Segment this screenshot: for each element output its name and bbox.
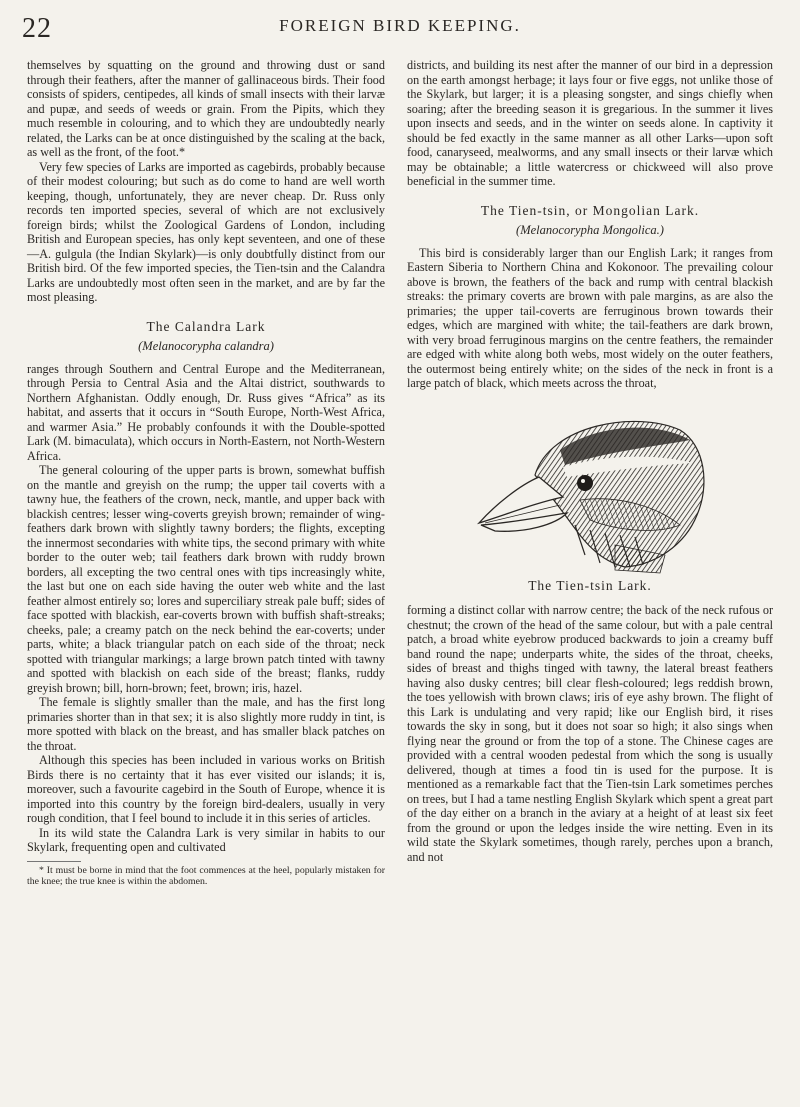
page-number: 22 <box>22 13 52 44</box>
running-title: FOREIGN BIRD KEEPING. <box>279 16 521 35</box>
paragraph: The general colouring of the upper parts is brown, somewhat buffish on the mantle and greyish on the rump; the upper tail coverts with a tawny hue, the feathers of the crown, neck, mantle, and upper back with blackish centres; lesser wing-coverts greyish brown; remainder of wing-feathers dark brown with slightly tawny borders; the flights, excepting the innermost secondaries with white tips, the second primary with white border to the outer web; tail feathers dark brown with ruddy brown borders, all excepting the two central ones with tips increasingly white, the last but one on each side having the outer web white and the last feather almost entirely so; lores and superciliary streak pale buff; sides of face spotted with blackish, ear-coverts brown with buffish shaft-streaks; cheeks, pale; a creamy patch on the neck behind the ear-coverts; under parts, white; a black triangular patch on each side of the throat; neck spotted with triangular markings; a large brown patch tinted with tawny and spotted with blackish on each side of the breast; flanks, ruddy greyish brown; bill, horn-brown; feet, brown; iris, hazel. <box>27 463 385 695</box>
paragraph: Very few species of Larks are imported as cagebirds, probably because of their modest colouring; but such as do come to hand are well worth keeping, though, unfortunately, they are never cheap. Dr. Russ only records ten imported species, several of which are not exclusively foreign birds; whilst the Zoological Gardens of London, including British and European species, has only kept seventeen, and one of these—A. gulgula (the Indian Skylark)—is only doubtfully distinct from our British bird. Of the few imported species, the Tien-tsin and the Calandra Larks are undoubtedly most often seen in the market, and are by far the most pleasing. <box>27 159 385 304</box>
lark-head-illustration <box>407 405 773 575</box>
paragraph: Although this species has been included in various works on British Birds there is no certainty that it has ever visited our islands; it is, moreover, such a favourite cagebird in the South of Europe, whence it is imported into this country by the foreign bird-dealers, usually in very rough condition, that I feel bound to include it in this series of articles. <box>27 753 385 825</box>
paragraph: The female is slightly smaller than the male, and has the first long primaries shorter than in that sex; it is also slightly more ruddy in tint, is more spotted with black on the breast, and has smaller black patches on the throat. <box>27 695 385 753</box>
lark-head-engraving <box>465 405 715 575</box>
right-column <box>407 58 773 864</box>
paragraph: themselves by squatting on the ground and throwing dust or sand through their feathers, after the manner of gallinaceous birds. Their food consists of spiders, centipedes, all kinds of small insects with their larvæ and pupæ, and seeds of weeds or grain. From the Pipits, which they much resemble in colouring, and to which they are undoubtedly nearly related, the Larks can be at once distinguished by the scaling at the back, as well as the front, of the foot.* <box>27 58 385 159</box>
paragraph: This bird is considerably larger than our English Lark; it ranges from Eastern Siberia to Northern China and Kokonoor. The prevailing colour above is brown, the feathers of the back and rump with central blackish streaks: the primary coverts are brown with pale margins, as are also the primaries; the upper tail-coverts are ferruginous brown towards their edges, which are margined with white; the tail-feathers are dark brown, with very broad ferruginous margins on the centre feathers, the remainder are edged with white along both webs, most widely on the outer feathers, the outermost being entirely white; on the sides of the neck in front is a large patch of black, which meets across the throat, <box>407 245 773 390</box>
scientific-name-tien-tsin: (Melanocorypha Mongolica.) <box>516 223 664 237</box>
footnote: * It must be borne in mind that the foot commences at the heel, popularly mistaken for the knee; the true knee is within the abdomen. <box>27 864 385 887</box>
scientific-name-calandra: (Melanocorypha calandra) <box>138 339 274 353</box>
figure-caption: The Tien-tsin Lark. <box>528 577 652 593</box>
paragraph: In its wild state the Calandra Lark is very similar in habits to our Skylark, frequenting open and cultivated <box>27 825 385 854</box>
paragraph: forming a distinct collar with narrow centre; the back of the neck rufous or chestnut; the crown of the head of the same colour, but with a pale central patch, a broad white eyebrow produced backwards to join a creamy buff band round the nape; underparts white, the sides of the throat, cheeks, sides of breast and thighs tinged with tawny, the lateral breast feathers having also dusky centres; bill clear flesh-coloured; legs reddish brown, the toes yellowish with brown claws; iris of eye ashy brown. The flight of this Lark is undulating and very rapid; like our English bird, it rises towards the sky in song, but it does not soar so high; it also sings when flying near the ground or from the top of a stone. The Chinese cages are provided with a central wooden pedestal from which the song is usually delivered, though at times a food tin is used for the purpose. It is mentioned as a remarkable fact that the Tien-tsin Lark sometimes perches on trees, but I had a tame nestling English Skylark which spent a great part of the day either on a branch in the aviary at a height of at least six feet from the ground or upon the ledges inside the wire netting. Even in its wild state the Skylark sometimes, though rarely, perches upon a branch, and not <box>407 603 773 864</box>
section-heading-tien-tsin: The Tien-tsin, or Mongolian Lark. <box>480 202 700 218</box>
paragraph: districts, and building its nest after the manner of our bird in a depression on the earth amongst herbage; it lays four or five eggs, not unlike those of the Skylark, but larger; it is a pleasing songster, and sings chiefly when soaring; after the breeding season it is gregarious. In the summer it lives upon insects and seeds, and in the winter on seeds alone. In captivity it should be fed exactly in the same manner as all other Larks—upon soft food, canaryseed, mealworms, and any small insects or their larvæ which may be obtainable; a little watercress or chickweed will also prove beneficial in the summer time. <box>407 58 773 188</box>
section-heading-calandra: The Calandra Lark <box>146 318 266 334</box>
paragraph: ranges through Southern and Central Europe and the Mediterranean, through Persia to Central Asia and the Altai district, southwards to Northern Afghanistan. Oddly enough, Dr. Russ gives “Africa” as its habitat, and asserts that it occurs in “South Europe, North-West Africa, and warmer Asia.” He probably confounds it with the Double-spotted Lark (M. bimaculata), which occurs in North-Eastern, not North-Western Africa. <box>27 361 385 463</box>
footnote-rule <box>27 861 81 862</box>
left-column <box>27 58 385 888</box>
